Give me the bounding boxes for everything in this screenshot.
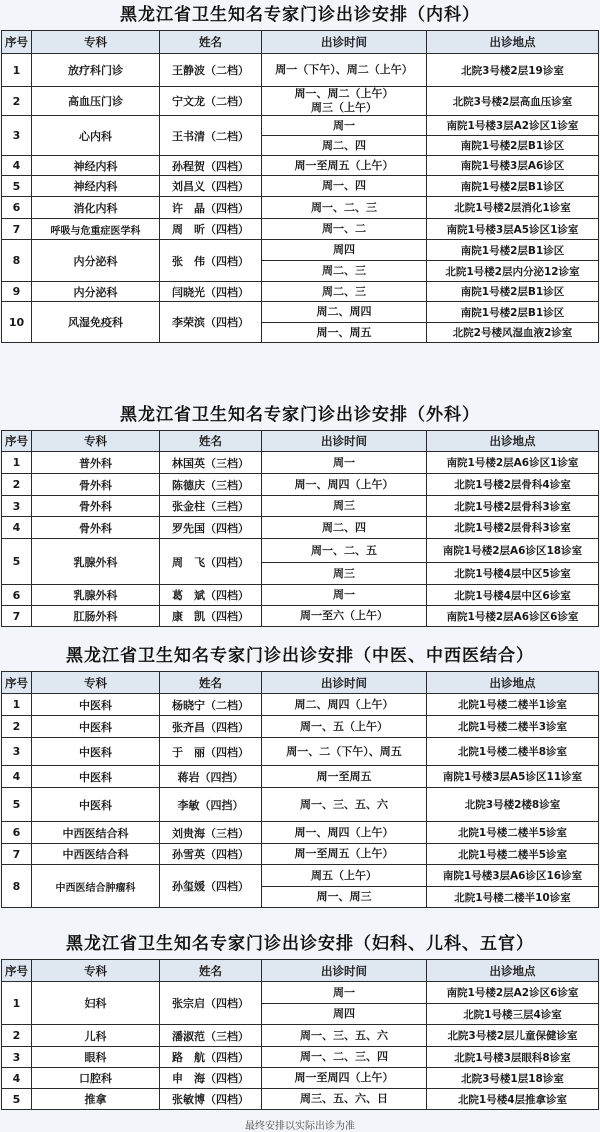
location-cell: 北院1号楼二楼半3诊室 <box>427 716 599 738</box>
row-number: 5 <box>2 539 32 585</box>
location-cell: 北院3号楼2层19诊室 <box>427 54 599 87</box>
row-number: 2 <box>2 474 32 496</box>
row-number: 1 <box>2 982 32 1025</box>
location-cell: 北院1号楼2层骨科3诊室 <box>427 517 599 539</box>
row-number: 5 <box>2 1089 32 1110</box>
location-cell: 北院1号楼2层消化1诊室 <box>427 197 599 219</box>
specialty-cell: 骨外科 <box>32 474 160 496</box>
section-title: 黑龙江省卫生知名专家门诊出诊安排（外科） <box>120 405 480 425</box>
schedule-time-cell: 周一、二 <box>262 219 427 240</box>
row-number: 10 <box>2 302 32 343</box>
schedule-table <box>1 671 599 908</box>
table-row <box>2 116 599 136</box>
header-name: 姓名 <box>160 431 262 452</box>
doctor-name-cell: 王静波（二档） <box>160 54 262 87</box>
location-cell: 南院1号楼2层B1诊区 <box>427 136 599 156</box>
doctor-name-cell: 刘昌义（四档） <box>160 176 262 197</box>
doctor-name-cell: 闫晓光（四档） <box>160 282 262 302</box>
header-name: 姓名 <box>160 672 262 694</box>
doctor-name-cell: 周 飞（四档） <box>160 539 262 585</box>
specialty-cell: 放疗科门诊 <box>32 54 160 87</box>
doctor-name-cell: 路 航（四档） <box>160 1047 262 1068</box>
header-time: 出诊时间 <box>262 960 427 982</box>
schedule-time-cell: 周一 <box>262 982 427 1004</box>
row-number: 8 <box>2 240 32 282</box>
location-cell: 北院1号楼二楼半5诊室 <box>427 844 599 865</box>
table-row <box>2 219 599 240</box>
specialty-cell: 口腔科 <box>32 1068 160 1089</box>
location-cell: 北院1号楼二楼半1诊室 <box>427 694 599 716</box>
row-number: 6 <box>2 197 32 219</box>
row-number: 6 <box>2 822 32 844</box>
row-number: 5 <box>2 176 32 197</box>
specialty-cell: 中医科 <box>32 716 160 738</box>
doctor-name-cell: 孙雪英（四档） <box>160 844 262 865</box>
schedule-time-cell: 周二、四 <box>262 517 427 539</box>
doctor-name-cell: 陈德庆（三档） <box>160 474 262 496</box>
schedule-time-cell: 周二、三 <box>262 282 427 302</box>
table-row <box>2 606 599 627</box>
header-location: 出诊地点 <box>427 31 599 54</box>
doctor-name-cell: 张金柱（三档） <box>160 496 262 517</box>
doctor-name-cell: 康 凯（四档） <box>160 606 262 627</box>
table-row <box>2 156 599 176</box>
doctor-name-cell: 李敏（四挡） <box>160 788 262 822</box>
table-row <box>2 865 599 887</box>
specialty-cell: 中医科 <box>32 694 160 716</box>
header-name: 姓名 <box>160 960 262 982</box>
row-number: 8 <box>2 865 32 908</box>
table-row <box>2 452 599 474</box>
schedule-time-cell: 周一、二、三 <box>262 197 427 219</box>
header-no: 序号 <box>2 672 32 694</box>
location-cell: 南院1号楼2层A2诊区6诊室 <box>427 982 599 1004</box>
row-number: 2 <box>2 1025 32 1047</box>
row-number: 4 <box>2 1068 32 1089</box>
doctor-name-cell: 刘贵海（三档） <box>160 822 262 844</box>
schedule-time-cell: 周一、二、三、四 <box>262 1047 427 1068</box>
header-location: 出诊地点 <box>427 960 599 982</box>
header-specialty: 专科 <box>32 672 160 694</box>
location-cell: 北院1号楼4层中区6诊室 <box>427 585 599 606</box>
specialty-cell: 内分泌科 <box>32 240 160 282</box>
table-row <box>2 1047 599 1068</box>
section-surgery <box>0 400 600 627</box>
doctor-name-cell: 潘淑范（三档） <box>160 1025 262 1047</box>
specialty-cell: 高血压门诊 <box>32 87 160 116</box>
row-number: 2 <box>2 716 32 738</box>
header-no: 序号 <box>2 960 32 982</box>
schedule-time-cell: 周一 <box>262 452 427 474</box>
section-internal-medicine <box>0 0 600 343</box>
row-number: 4 <box>2 766 32 788</box>
doctor-name-cell: 王书清（二档） <box>160 116 262 156</box>
table-row <box>2 496 599 517</box>
schedule-table <box>1 959 599 1110</box>
header-no: 序号 <box>2 31 32 54</box>
specialty-cell: 中西医结合科 <box>32 822 160 844</box>
schedule-time-cell: 周一至周四（上午） <box>262 1068 427 1089</box>
row-number: 3 <box>2 116 32 156</box>
table-row <box>2 738 599 766</box>
specialty-cell: 普外科 <box>32 452 160 474</box>
specialty-cell: 消化内科 <box>32 197 160 219</box>
location-cell: 南院1号楼2层B1诊区 <box>427 176 599 197</box>
location-cell: 北院1号楼2层骨科4诊室 <box>427 474 599 496</box>
location-cell: 南院1号楼3层A5诊区11诊室 <box>427 766 599 788</box>
header-specialty: 专科 <box>32 31 160 54</box>
schedule-table <box>1 430 599 627</box>
schedule-time-cell: 周一、三、五、六 <box>262 1025 427 1047</box>
section-title: 黑龙江省卫生知名专家门诊出诊安排（妇科、儿科、五官） <box>66 934 534 954</box>
doctor-name-cell: 林国英（三档） <box>160 452 262 474</box>
row-number: 4 <box>2 517 32 539</box>
schedule-time-cell: 周一至周五（上午） <box>262 844 427 865</box>
row-number: 5 <box>2 788 32 822</box>
table-row <box>2 176 599 197</box>
doctor-name-cell: 张 伟（四档） <box>160 240 262 282</box>
section-title: 黑龙江省卫生知名专家门诊出诊安排（内科） <box>120 5 480 25</box>
specialty-cell: 神经内科 <box>32 156 160 176</box>
schedule-time-cell: 周一、周四（上午） <box>262 822 427 844</box>
location-cell: 北院1号楼2层骨科3诊室 <box>427 496 599 517</box>
schedule-time-cell: 周一至六（上午） <box>262 606 427 627</box>
location-cell: 南院1号楼2层B1诊区 <box>427 282 599 302</box>
table-row <box>2 517 599 539</box>
location-cell: 南院1号楼3层A2诊区1诊室 <box>427 116 599 136</box>
schedule-time-cell: 周三 <box>262 563 427 585</box>
location-cell: 南院1号楼2层A6诊区6诊室 <box>427 606 599 627</box>
specialty-cell: 骨外科 <box>32 496 160 517</box>
schedule-time-cell: 周一至周五 <box>262 766 427 788</box>
location-cell: 南院1号楼3层A6诊区16诊室 <box>427 865 599 887</box>
footer-note: 最终安排以实际出诊为准 <box>245 1121 355 1132</box>
section-gyn-ped-ent <box>0 929 600 1110</box>
header-location: 出诊地点 <box>427 672 599 694</box>
table-row <box>2 694 599 716</box>
doctor-name-cell: 孙玺媛（四档） <box>160 865 262 908</box>
specialty-cell: 骨外科 <box>32 517 160 539</box>
schedule-time-cell: 周一（下午）、周二（上午） <box>262 54 427 87</box>
location-cell: 北院2号楼风湿血液2诊室 <box>427 323 599 343</box>
schedule-time-cell: 周一、五（上午） <box>262 716 427 738</box>
specialty-cell: 眼科 <box>32 1047 160 1068</box>
specialty-cell: 内分泌科 <box>32 282 160 302</box>
table-row <box>2 240 599 261</box>
specialty-cell: 神经内科 <box>32 176 160 197</box>
schedule-time-cell: 周一、二（下午）、周五 <box>262 738 427 766</box>
schedule-time-cell: 周一 <box>262 116 427 136</box>
table-row <box>2 87 599 116</box>
doctor-name-cell: 杨晓宁（二档） <box>160 694 262 716</box>
schedule-time-cell: 周四 <box>262 240 427 261</box>
table-header-row <box>2 960 599 982</box>
location-cell: 北院1号楼二楼半8诊室 <box>427 738 599 766</box>
specialty-cell: 呼吸与危重症医学科 <box>32 219 160 240</box>
specialty-cell: 中西医结合科 <box>32 844 160 865</box>
location-cell: 北院3号楼2层高血压诊室 <box>427 87 599 116</box>
table-header-row <box>2 672 599 694</box>
doctor-name-cell: 蒋岩（四挡） <box>160 766 262 788</box>
specialty-cell: 肛肠外科 <box>32 606 160 627</box>
table-row <box>2 716 599 738</box>
header-name: 姓名 <box>160 31 262 54</box>
table-row <box>2 539 599 563</box>
specialty-cell: 推拿 <box>32 1089 160 1110</box>
specialty-cell: 心内科 <box>32 116 160 156</box>
doctor-name-cell: 葛 斌（四档） <box>160 585 262 606</box>
header-time: 出诊时间 <box>262 31 427 54</box>
specialty-cell: 中医科 <box>32 788 160 822</box>
specialty-cell: 中医科 <box>32 766 160 788</box>
location-cell: 南院1号楼3层A5诊区1诊室 <box>427 219 599 240</box>
table-row <box>2 302 599 323</box>
location-cell: 南院1号楼2层B1诊区 <box>427 302 599 323</box>
row-number: 7 <box>2 219 32 240</box>
doctor-name-cell: 周 昕（四档） <box>160 219 262 240</box>
table-row <box>2 585 599 606</box>
location-cell: 北院1号楼二楼半5诊室 <box>427 822 599 844</box>
location-cell: 北院3号楼2层儿童保健诊室 <box>427 1025 599 1047</box>
section-tcm <box>0 641 600 908</box>
table-header-row <box>2 431 599 452</box>
row-number: 3 <box>2 738 32 766</box>
header-time: 出诊时间 <box>262 672 427 694</box>
section-title: 黑龙江省卫生知名专家门诊出诊安排（中医、中西医结合） <box>66 646 534 666</box>
schedule-time-cell: 周二、四 <box>262 136 427 156</box>
row-number: 1 <box>2 452 32 474</box>
row-number: 6 <box>2 585 32 606</box>
doctor-name-cell: 李荣滨（四档） <box>160 302 262 343</box>
header-specialty: 专科 <box>32 960 160 982</box>
schedule-time-cell: 周一、三、五、六 <box>262 788 427 822</box>
location-cell: 南院1号楼3层A6诊区 <box>427 156 599 176</box>
schedule-time-cell: 周一 <box>262 585 427 606</box>
schedule-time-cell: 周一、周五 <box>262 323 427 343</box>
doctor-name-cell: 申 海（四档） <box>160 1068 262 1089</box>
row-number: 7 <box>2 844 32 865</box>
row-number: 7 <box>2 606 32 627</box>
table-row <box>2 1025 599 1047</box>
doctor-name-cell: 张宗启（四档） <box>160 982 262 1025</box>
schedule-time-cell: 周四 <box>262 1004 427 1025</box>
table-row <box>2 844 599 865</box>
header-time: 出诊时间 <box>262 431 427 452</box>
table-row <box>2 822 599 844</box>
schedule-table <box>1 30 599 343</box>
doctor-name-cell: 许 晶（四档） <box>160 197 262 219</box>
location-cell: 北院1号楼三层4诊室 <box>427 1004 599 1025</box>
table-row <box>2 1089 599 1110</box>
row-number: 2 <box>2 87 32 116</box>
doctor-name-cell: 孙程贺（四档） <box>160 156 262 176</box>
doctor-name-cell: 于 丽（四档） <box>160 738 262 766</box>
schedule-time-cell: 周一、四 <box>262 176 427 197</box>
table-row <box>2 474 599 496</box>
schedule-time-cell: 周三 <box>262 496 427 517</box>
schedule-time-cell: 周一、周三 <box>262 887 427 908</box>
row-number: 1 <box>2 54 32 87</box>
specialty-cell: 妇科 <box>32 982 160 1025</box>
header-specialty: 专科 <box>32 431 160 452</box>
table-row <box>2 982 599 1004</box>
location-cell: 南院1号楼2层A6诊区18诊室 <box>427 539 599 563</box>
schedule-time-cell: 周五（上午） <box>262 865 427 887</box>
schedule-time-cell: 周二、三 <box>262 261 427 282</box>
location-cell: 北院1号楼3层眼科8诊室 <box>427 1047 599 1068</box>
specialty-cell: 乳腺外科 <box>32 585 160 606</box>
location-cell: 南院1号楼2层A6诊区1诊室 <box>427 452 599 474</box>
location-cell: 北院1号楼4层中区5诊室 <box>427 563 599 585</box>
location-cell: 北院1号楼4层推拿诊室 <box>427 1089 599 1110</box>
specialty-cell: 中医科 <box>32 738 160 766</box>
header-location: 出诊地点 <box>427 431 599 452</box>
specialty-cell: 风湿免疫科 <box>32 302 160 343</box>
doctor-name-cell: 张齐昌（四档） <box>160 716 262 738</box>
doctor-name-cell: 宁文龙（二档） <box>160 87 262 116</box>
specialty-cell: 中西医结合肿瘤科 <box>32 865 160 908</box>
schedule-time-cell: 周一至周五（上午） <box>262 156 427 176</box>
specialty-cell: 儿科 <box>32 1025 160 1047</box>
row-number: 9 <box>2 282 32 302</box>
location-cell: 北院3号楼1层18诊室 <box>427 1068 599 1089</box>
schedule-time-cell: 周一、周四（上午） <box>262 474 427 496</box>
schedule-time-cell: 周一、二、五 <box>262 539 427 563</box>
table-row <box>2 788 599 822</box>
schedule-time-cell: 周二、周四 <box>262 302 427 323</box>
table-row <box>2 282 599 302</box>
header-no: 序号 <box>2 431 32 452</box>
doctor-name-cell: 张敏博（四档） <box>160 1089 262 1110</box>
location-cell: 北院1号楼2层内分泌12诊室 <box>427 261 599 282</box>
doctor-name-cell: 罗先国（四档） <box>160 517 262 539</box>
table-header-row <box>2 31 599 54</box>
table-row <box>2 197 599 219</box>
table-row <box>2 766 599 788</box>
table-row <box>2 54 599 87</box>
location-cell: 北院3号楼2楼8诊室 <box>427 788 599 822</box>
row-number: 3 <box>2 496 32 517</box>
schedule-time-cell: 周一、周二（上午） 周三（上午） <box>262 87 427 116</box>
schedule-time-cell: 周三、五、六、日 <box>262 1089 427 1110</box>
row-number: 4 <box>2 156 32 176</box>
schedule-time-cell: 周二、周四（上午） <box>262 694 427 716</box>
row-number: 1 <box>2 694 32 716</box>
location-cell: 北院1号楼二楼半10诊室 <box>427 887 599 908</box>
location-cell: 南院1号楼2层B1诊区 <box>427 240 599 261</box>
table-row <box>2 1068 599 1089</box>
row-number: 3 <box>2 1047 32 1068</box>
specialty-cell: 乳腺外科 <box>32 539 160 585</box>
